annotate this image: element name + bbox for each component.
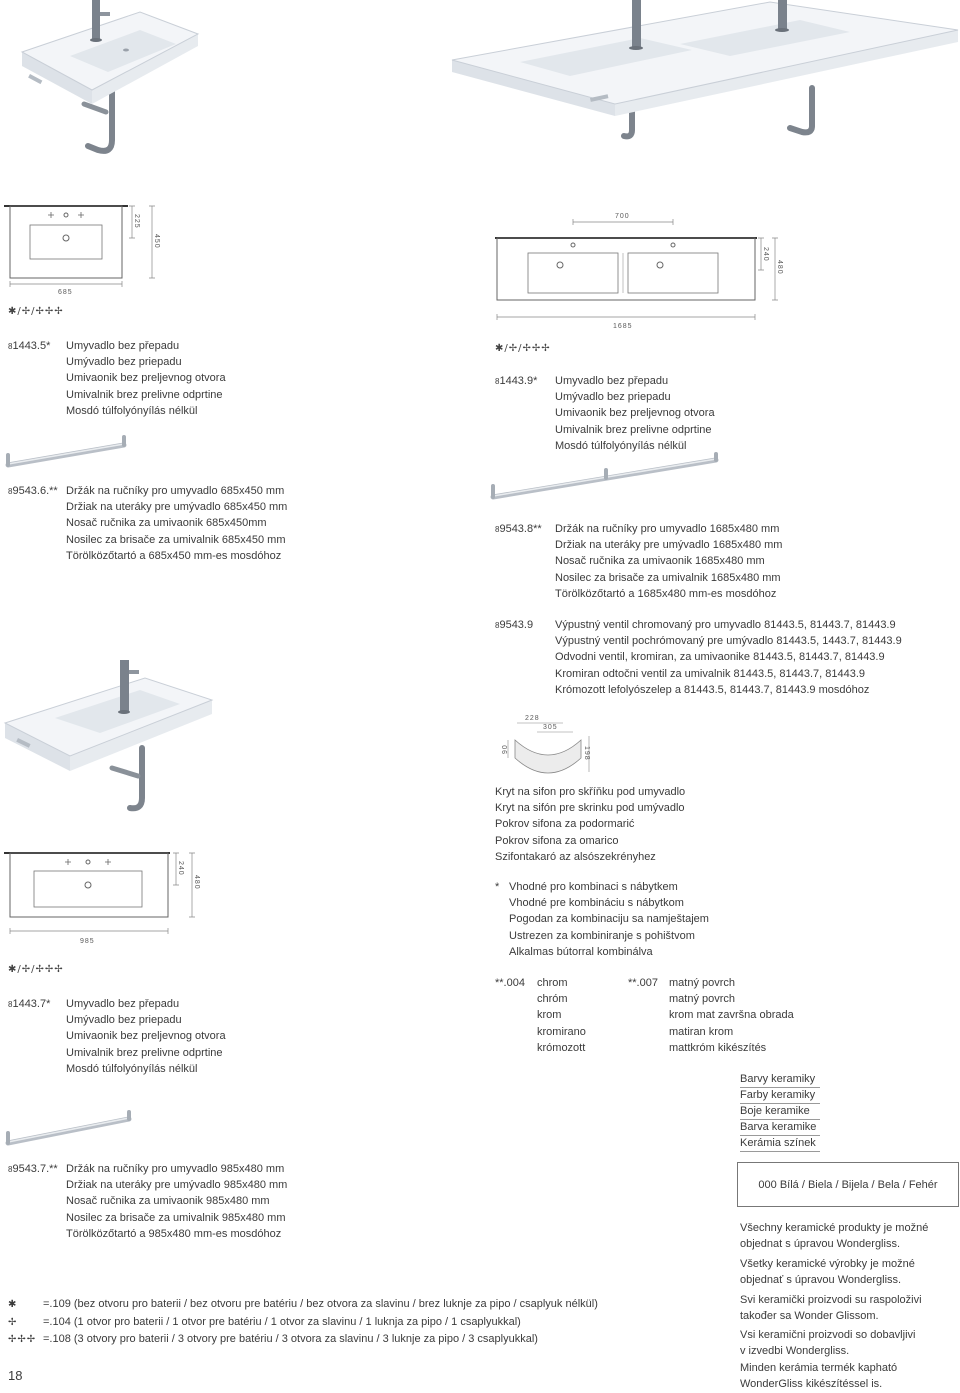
description-line: Umývadlo bez priepadu — [66, 1014, 182, 1027]
description-line: Umývadlo bez priepadu — [66, 356, 182, 369]
finish-chrome-block — [495, 975, 586, 1056]
washbasin-685-photo — [0, 0, 200, 180]
legend-text: =.108 (3 otvory pro baterii / 3 otvory pre batériu / 3 otvora za slavinu / 3 luknje za pipo / 3 csaplyukkal) — [43, 1333, 538, 1345]
waste-valve-block — [495, 617, 902, 698]
washbasin-1685-block — [495, 373, 715, 454]
towel-rail-1685-photo — [488, 452, 723, 502]
dim-label: 985 — [80, 938, 95, 945]
towel-rail-685-block — [8, 483, 287, 564]
description-line: Nosilec za brisače za umivalnik 685x450 mm — [66, 533, 286, 546]
legend-row — [8, 1296, 708, 1314]
description-line: Alkalmas bútorral kombinálva — [509, 945, 653, 958]
description-line: Držiak na uteráky pre umývadlo 1685x480 mm — [555, 539, 783, 552]
product-code: 89543.6.** — [8, 485, 58, 497]
product-code: 81443.9* — [495, 375, 538, 387]
dim-label: 685 — [58, 289, 73, 296]
wondergliss-line: WonderGliss kikészítéssel is. — [740, 1378, 883, 1390]
description-line: Držák na ručníky pro umyvadlo 685x450 mm — [66, 485, 285, 497]
colour-white-box — [737, 1162, 959, 1207]
description-line: Pokrov sifona za omarico — [495, 834, 619, 847]
ceramic-colours-heading — [740, 1072, 820, 1152]
siphon-cover-block — [495, 784, 685, 865]
dim-label: 450 — [153, 234, 160, 249]
finish-line: matiran krom — [669, 1025, 734, 1038]
washbasin-985-drawing — [4, 843, 204, 948]
washbasin-685-drawing — [4, 198, 164, 298]
finish-line: chrom — [537, 977, 568, 989]
wondergliss-line: objednat s úpravou Wondergliss. — [740, 1238, 901, 1250]
description-line: Mosdó túlfolyónyílás nélkül — [555, 439, 687, 452]
finish-matt-block — [628, 975, 794, 1056]
description-line: Umyvadlo bez přepadu — [66, 998, 180, 1010]
dim-label: 240 — [177, 861, 184, 876]
washbasin-1685-photo — [440, 0, 960, 140]
washbasin-685-block — [8, 338, 226, 419]
washbasin-985-block — [8, 996, 226, 1077]
description-line: Pogodan za kombinaciju sa namještajem — [509, 913, 709, 926]
description-line: Umývadlo bez priepadu — [555, 391, 671, 404]
colours-heading-line: Barvy keramiky — [740, 1072, 820, 1088]
wondergliss-line: v izvedbi Wondergliss. — [740, 1345, 850, 1357]
dim-label: 225 — [133, 214, 140, 229]
dim-label: 240 — [762, 247, 769, 262]
wondergliss-line: Všetky keramické výrobky je možné — [740, 1258, 915, 1270]
colours-heading-line: Barva keramike — [740, 1120, 820, 1136]
dim-label: 305 — [543, 724, 558, 731]
dim-label: 480 — [776, 260, 783, 275]
finish-code: **.007 — [628, 977, 658, 989]
dim-label: 700 — [615, 213, 630, 220]
dim-label: 480 — [193, 875, 200, 890]
finish-line: krom mat završna obrada — [669, 1009, 794, 1022]
description-line: Kromiran odtočni ventil za umivalnik 81443.5, 81443.7, 81443.9 — [555, 667, 866, 680]
description-line: Umivaonik bez preljevnog otvora — [66, 1030, 226, 1043]
description-line: Odvodni ventil, kromiran, za umivaonike 81443.5, 81443.7, 81443.9 — [555, 651, 885, 664]
description-line: Umivaonik bez preljevnog otvora — [555, 407, 715, 420]
dim-label: 1685 — [613, 323, 633, 330]
colours-heading-line: Boje keramike — [740, 1104, 820, 1120]
option-symbols: ✱/✢/✢✢✢ — [8, 964, 64, 975]
description-line: Nosač ručnika za umivaonik 985x480 mm — [66, 1195, 270, 1208]
finish-line: krom — [537, 1009, 562, 1022]
colour-white-label: 000 Bílá / Biela / Bijela / Bela / Fehér — [758, 1178, 938, 1191]
description-line: Držák na ručníky pro umyvadlo 985x480 mm — [66, 1163, 285, 1175]
legend-row — [8, 1331, 708, 1349]
description-line: Nosilec za brisače za umivalnik 1685x480 mm — [555, 571, 781, 584]
description-line: Umivalnik brez prelivne odprtine — [66, 388, 223, 401]
description-line: Szifontakaró az alsószekrényhez — [495, 850, 656, 863]
legend-symbol: ✢✢✢ — [8, 1334, 37, 1345]
wondergliss-line: također sa Wonder Glissom. — [740, 1310, 879, 1322]
description-line: Výpustný ventil chromovaný pro umyvadlo 81443.5, 81443.7, 81443.9 — [555, 619, 896, 631]
tap-hole-legend — [8, 1296, 708, 1349]
wondergliss-line: Svi keramički proizvodi su raspoloživi — [740, 1294, 922, 1306]
towel-rail-985-block — [8, 1161, 287, 1242]
description-line: Vhodné pre kombináciu s nábytkom — [509, 897, 684, 910]
finish-line: mattkróm kikészítés — [669, 1041, 767, 1054]
description-line: Kryt na sifón pre skrinku pod umývadlo — [495, 802, 685, 815]
furniture-note-block — [495, 879, 709, 960]
siphon-cover-drawing — [503, 712, 593, 792]
wondergliss-note-hu — [740, 1360, 897, 1392]
description-line: Umivaonik bez preljevnog otvora — [66, 372, 226, 385]
legend-row — [8, 1314, 708, 1332]
towel-rail-985-photo — [4, 1110, 134, 1148]
wondergliss-note-hr — [740, 1292, 922, 1324]
product-code: 89543.7.** — [8, 1163, 58, 1175]
description-line: Držák na ručníky pro umyvadlo 1685x480 mm — [555, 523, 780, 535]
description-line: Mosdó túlfolyónyílás nélkül — [66, 404, 198, 417]
washbasin-985-photo — [0, 638, 215, 813]
wondergliss-line: objednať s úpravou Wondergliss. — [740, 1274, 902, 1286]
description-line: Kryt na sifon pro skříňku pod umyvadlo — [495, 786, 686, 798]
product-code: 89543.8** — [495, 523, 542, 535]
description-line: Umivalnik brez prelivne odprtine — [555, 423, 712, 436]
description-line: Nosač ručnika za umivaonik 685x450mm — [66, 517, 267, 530]
finish-line: matný povrch — [669, 993, 736, 1006]
towel-rail-685-photo — [4, 435, 129, 470]
footnote-mark: * — [495, 881, 500, 893]
description-line: Držiak na uteráky pre umývadlo 685x450 mm — [66, 501, 288, 514]
legend-symbol: ✱ — [8, 1299, 18, 1310]
description-line: Törölközőtartó a 985x480 mm-es mosdóhoz — [66, 1227, 282, 1240]
finish-code: **.004 — [495, 977, 525, 989]
towel-rail-1685-block — [495, 521, 782, 602]
product-code: 81443.5* — [8, 340, 51, 352]
description-line: Mosdó túlfolyónyílás nélkül — [66, 1062, 198, 1075]
description-line: Držiak na uteráky pre umývadlo 985x480 mm — [66, 1179, 288, 1192]
product-code: 89543.9 — [495, 619, 534, 631]
description-line: Umyvadlo bez přepadu — [66, 340, 180, 352]
option-symbols: ✱/✢/✢✢✢ — [495, 343, 551, 354]
description-line: Krómozott lefolyószelep a 81443.5, 81443.7, 81443.9 mosdóhoz — [555, 683, 870, 696]
finish-line: krómozott — [537, 1041, 586, 1054]
legend-symbol: ✢ — [8, 1316, 18, 1328]
wondergliss-line: Vsi keramični proizvodi so dobavljivi — [740, 1329, 916, 1341]
dim-label: 90 — [502, 744, 509, 754]
description-line: Ustrezen za kombiniranje s pohištvom — [509, 929, 695, 942]
finish-line: matný povrch — [669, 977, 736, 989]
dim-label: 228 — [525, 715, 540, 722]
finish-line: kromirano — [537, 1025, 586, 1038]
colours-heading-line: Farby keramiky — [740, 1088, 820, 1104]
description-line: Pokrov sifona za podormarić — [495, 818, 635, 831]
wondergliss-line: Všechny keramické produkty je možné — [740, 1222, 929, 1234]
legend-text: =.109 (bez otvoru pro baterii / bez otvoru pre batériu / bez otvora za slavinu / brez luknje za pipo / csaplyuk nélkül) — [43, 1298, 598, 1310]
dim-label: 198 — [583, 746, 590, 761]
description-line: Vhodné pro kombinaci s nábytkem — [509, 881, 678, 893]
colours-heading-line: Kerámia színek — [740, 1136, 820, 1152]
description-line: Umivalnik brez prelivne odprtine — [66, 1046, 223, 1059]
description-line: Nosilec za brisače za umivalnik 985x480 mm — [66, 1211, 286, 1224]
description-line: Törölközőtartó a 1685x480 mm-es mosdóhoz — [555, 587, 777, 600]
description-line: Výpustný ventil pochrómovaný pre umývadlo 81443.5, 1443.7, 81443.9 — [555, 635, 902, 648]
finish-line: chróm — [537, 993, 568, 1006]
product-code: 81443.7* — [8, 998, 51, 1010]
page-number: 18 — [8, 1368, 23, 1383]
wondergliss-note-cz — [740, 1220, 928, 1252]
wondergliss-note-si — [740, 1327, 915, 1359]
option-symbols: ✱/✢/✢✢✢ — [8, 306, 64, 317]
description-line: Umyvadlo bez přepadu — [555, 375, 669, 387]
washbasin-1685-drawing — [493, 205, 783, 333]
description-line: Nosač ručnika za umivaonik 1685x480 mm — [555, 555, 765, 568]
wondergliss-line: Minden kerámia termék kapható — [740, 1362, 898, 1374]
description-line: Törölközőtartó a 685x450 mm-es mosdóhoz — [66, 549, 282, 562]
legend-text: =.104 (1 otvor pro baterii / 1 otvor pre batériu / 1 otvor za slavinu / 1 luknja za pipo / 1 csaplyukkal) — [43, 1315, 521, 1328]
wondergliss-note-sk — [740, 1256, 915, 1288]
